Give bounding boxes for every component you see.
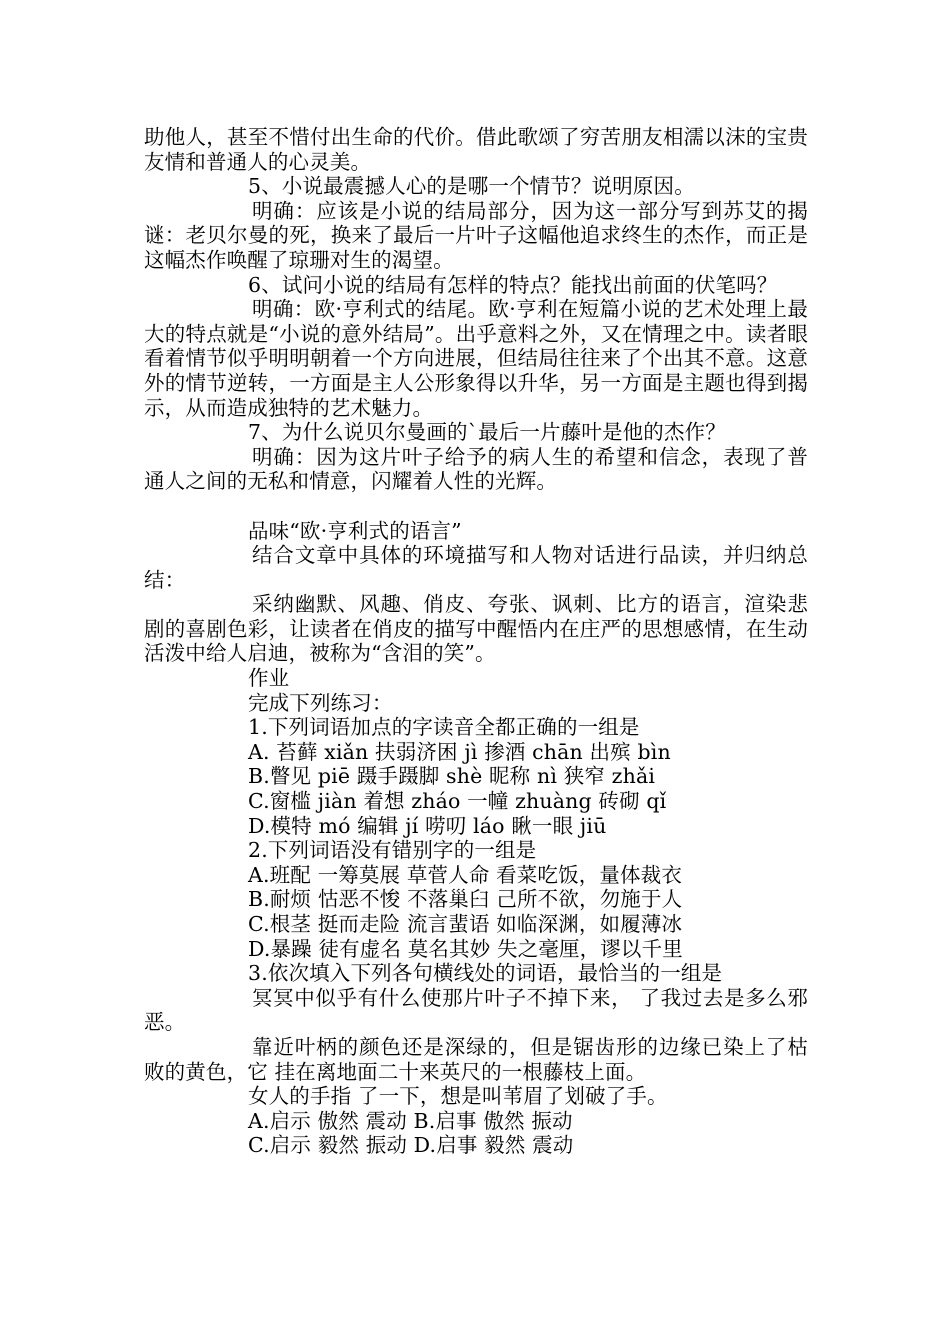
exercise-1-option-b: B.瞥见 piē 蹑手蹑脚 shè 昵称 nì 狭窄 zhǎi xyxy=(248,764,656,789)
paragraph-conclusion: 助他人，甚至不惜付出生命的代价。借此歌颂了穷苦朋友相濡以沫的宝贵友情和普通人的心灵美。 xyxy=(144,125,808,174)
answer-6: 明确：欧·亨利式的结尾。欧·亨利在短篇小说的艺术处理上最大的特点就是“小说的意外结局”。出乎意料之外，又在情理之中。读者眼看着情节似乎明明朝着一个方向进展，但结局往往来了个出其不意。这意外的情节逆转，一方面是主人公形象得以升华，另一方面是主题也得到揭示，从而造成独特的艺术魅力。 xyxy=(144,297,808,420)
homework-heading: 作业 xyxy=(248,666,290,691)
exercise-3-question: 3.依次填入下列各句横线处的词语，最恰当的一组是 xyxy=(248,961,723,986)
exercise-2-option-a: A.班配 一筹莫展 草菅人命 看菜吃饭，量体裁衣 xyxy=(248,862,682,887)
exercise-2-question: 2.下列词语没有错别字的一组是 xyxy=(248,838,537,863)
exercise-2-option-d: D.暴躁 徒有虚名 莫名其妙 失之毫厘，谬以千里 xyxy=(248,936,683,961)
exercise-1-option-a: A. 苔藓 xiǎn 扶弱济困 jì 掺酒 chān 出殡 bìn xyxy=(248,739,671,764)
exercise-3-options-cd: C.启示 毅然 振动 D.启事 毅然 震动 xyxy=(248,1133,574,1158)
question-5: 5、小说最震撼人心的是哪一个情节？说明原因。 xyxy=(248,174,695,199)
exercise-3-options-ab: A.启示 傲然 震动 B.启事 傲然 振动 xyxy=(248,1108,573,1133)
document-body xyxy=(144,125,808,1158)
exercise-3-sentence-2: 靠近叶柄的颜色还是深绿的，但是锯齿形的边缘已染上了枯败的黄色，它 挂在离地面二十来英尺的一根藤枝上面。 xyxy=(144,1034,808,1084)
exercise-intro: 完成下列练习： xyxy=(248,690,393,715)
section-heading-language: 品味“欧·亨利式的语言” xyxy=(248,518,462,543)
question-7: 7、为什么说贝尔曼画的`最后一片藤叶是他的杰作？ xyxy=(248,420,726,445)
answer-5: 明确：应该是小说的结局部分，因为这一部分写到苏艾的揭谜：老贝尔曼的死，换来了最后一片叶子这幅他追求终生的杰作，而正是这幅杰作唤醒了琼珊对生的渴望。 xyxy=(144,198,808,272)
exercise-1-option-d: D.模特 mó 编辑 jí 唠叨 láo 瞅一眼 jiū xyxy=(248,813,607,838)
blank-line xyxy=(144,494,808,519)
question-6: 6、试问小说的结局有怎样的特点？能找出前面的伏笔吗？ xyxy=(248,272,778,297)
exercise-1-question: 1.下列词语加点的字读音全都正确的一组是 xyxy=(248,715,640,740)
exercise-2-option-c: C.根茎 挺而走险 流言蜚语 如临深渊，如履薄冰 xyxy=(248,912,683,936)
language-summary: 采纳幽默、风趣、俏皮、夸张、讽刺、比方的语言，渲染悲剧的喜剧色彩，让读者在俏皮的描写中醒悟内在庄严的思想感情，在生动活泼中给人启迪，被称为“含泪的笑”。 xyxy=(144,592,808,666)
exercise-3-sentence-1: 冥冥中似乎有什么使那片叶子不掉下来， 了我过去是多么邪恶。 xyxy=(144,985,808,1035)
language-instruction: 结合文章中具体的环境描写和人物对话进行品读，并归纳总结： xyxy=(144,543,808,592)
exercise-3-sentence-3: 女人的手指 了一下，想是叫苇眉了划破了手。 xyxy=(248,1084,668,1109)
exercise-2-option-b: B.耐烦 怙恶不悛 不落巢臼 己所不欲，勿施于人 xyxy=(248,887,683,912)
answer-7: 明确：因为这片叶子给予的病人生的希望和信念，表现了普通人之间的无私和情意，闪耀着人性的光辉。 xyxy=(144,444,808,494)
exercise-1-option-c: C.窗槛 jiàn 着想 zháo 一幢 zhuàng 砖砌 qǐ xyxy=(248,789,667,814)
